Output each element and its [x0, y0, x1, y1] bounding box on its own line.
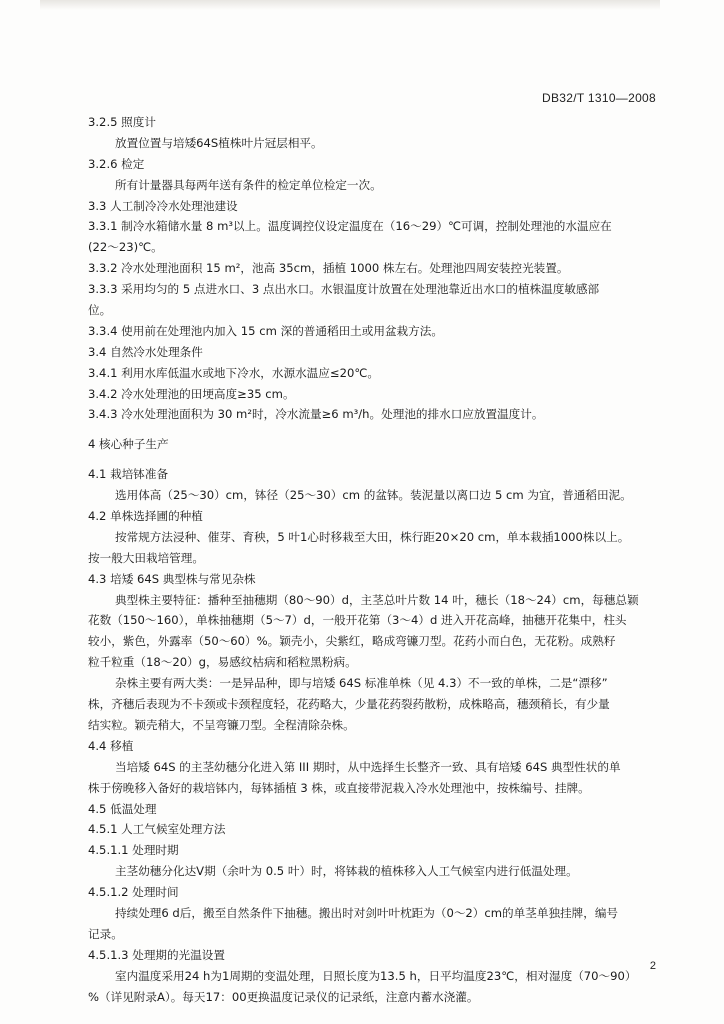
text-line: 4.2 单株选择圃的种植	[88, 509, 203, 524]
text-line: 3.4 自然冷水处理条件	[88, 344, 203, 359]
text-line: 3.2.6 检定	[88, 156, 145, 171]
text-line: 4.1 栽培钵准备	[88, 467, 169, 482]
text-line: 记录。	[88, 926, 123, 941]
text-line: 4.5.1.1 处理时期	[88, 843, 179, 858]
standard-code: DB32/T 1310—2008	[542, 91, 656, 105]
text-line: 4.5 低温处理	[88, 801, 157, 816]
text-line: 典型株主要特征：播种至抽穗期（80～90）d，主茎总叶片数 14 叶，穗长（18～24）cm，每穗总颖	[115, 592, 639, 607]
text-line: 按常规方法浸种、催芽、育秧，5 叶1心时移栽至大田，株行距20×20 cm，单本栽插1000株以上。	[115, 529, 630, 544]
text-line: 株，齐穗后表现为不卡颈或卡颈程度轻，花药略大，少量花药裂药散粉，成株略高，穗颈稍长，有少量	[88, 697, 610, 712]
text-line: 放置位置与培矮64S植株叶片冠层相平。	[115, 135, 323, 150]
text-line: 4.5.1.2 处理时间	[88, 885, 179, 900]
text-line: 按一般大田栽培管理。	[88, 550, 204, 565]
text-line: 3.4.3 冷水处理池面积为 30 m²时，冷水流量≥6 m³/h。处理池的排水口应放置温度计。	[88, 407, 544, 422]
text-line: 3.2.5 照度计	[88, 115, 156, 129]
text-line: 4.5.1 人工气候室处理方法	[88, 822, 226, 837]
text-line: (22～23)℃。	[88, 240, 163, 255]
text-line: 4.4 移植	[88, 738, 134, 753]
text-line: 3.3.3 采用均匀的 5 点进水口、3 点出水口。水银温度计放置在处理池靠近出水口的植株温度敏感部	[88, 282, 600, 297]
text-line: 主茎幼穗分化达Ⅴ期（余叶为 0.5 叶）时，将钵栽的植株移入人工气候室内进行低温处理。	[115, 864, 578, 879]
text-line: 4.5.1.3 处理期的光温设置	[88, 947, 225, 962]
text-line: 结实粒。颖壳稍大，不呈弯镰刀型。全程清除杂株。	[88, 717, 355, 732]
text-line: 3.3.4 使用前在处理池内加入 15 cm 深的普通稻田土或用盆栽方法。	[88, 323, 443, 338]
text-line: 株于傍晚移入备好的栽培钵内，每钵插植 3 株，或直接带泥栽入冷水处理池中，按株编号、挂牌。	[88, 780, 590, 795]
text-line: 4.3 培矮 64S 典型株与常见杂株	[88, 571, 256, 586]
text-line: 粒千粒重（18～20）g，易感纹枯病和稻粒黑粉病。	[88, 655, 357, 670]
text-line: 4 核心种子生产	[88, 437, 169, 452]
text-line: 3.3.1 制冷水箱储水量 8 m³以上。温度调控仪设定温度在（16～29）℃可调，控制处理池的水温应在	[88, 219, 612, 234]
text-line: %（详见附录A）。每天17：00更换温度记录仪的记录纸，注意内蓄水浇灌。	[88, 989, 479, 1004]
text-line: 当培矮 64S 的主茎幼穗分化进入第 III 期时，从中选择生长整齐一致、具有培矮 64S 典型性状的单	[115, 759, 621, 774]
text-line: 3.3 人工制冷冷水处理池建设	[88, 198, 238, 213]
scan-edge-shadow	[40, 0, 660, 10]
text-line: 3.4.2 冷水处理池的田埂高度≥35 cm。	[88, 386, 295, 401]
text-line: 室内温度采用24 h为1周期的变温处理，日照长度为13.5 h，日平均温度23℃，相对湿度（70～90）	[115, 968, 637, 983]
text-line: 位。	[88, 303, 112, 318]
text-line: 所有计量器具每两年送有条件的检定单位检定一次。	[115, 177, 382, 192]
text-line: 持续处理6 d后，搬至自然条件下抽穗。搬出时对剑叶叶枕距为（0～2）cm的单茎单独挂牌，编号	[115, 905, 619, 920]
document-body	[88, 112, 660, 1007]
text-line: 较小，紫色，外露率（50～60）%。颖壳小，尖紫红，略成弯镰刀型。花药小而白色，无花粉。成熟籽	[88, 634, 616, 649]
text-line: 花数（150～160），单株抽穗期（5～7）d，一般开花第（3～4）d 进入开花高峰，抽穗开花集中，柱头	[88, 613, 627, 628]
text-line: 3.3.2 冷水处理池面积 15 m²，池高 35cm，插植 1000 株左右。处理池四周安装控光装置。	[88, 261, 569, 276]
page-number: 2	[649, 960, 656, 972]
text-line: 选用体高（25～30）cm，钵径（25～30）cm 的盆钵。装泥量以离口边 5 cm 为宜，普通稻田泥。	[115, 488, 632, 503]
text-line: 杂株主要有两大类：一是异品种，即与培矮 64S 标准单株（见 4.3）不一致的单株，二是“漂移”	[115, 676, 608, 691]
text-line: 3.4.1 利用水库低温水或地下冷水，水源水温应≤20℃。	[88, 365, 379, 380]
